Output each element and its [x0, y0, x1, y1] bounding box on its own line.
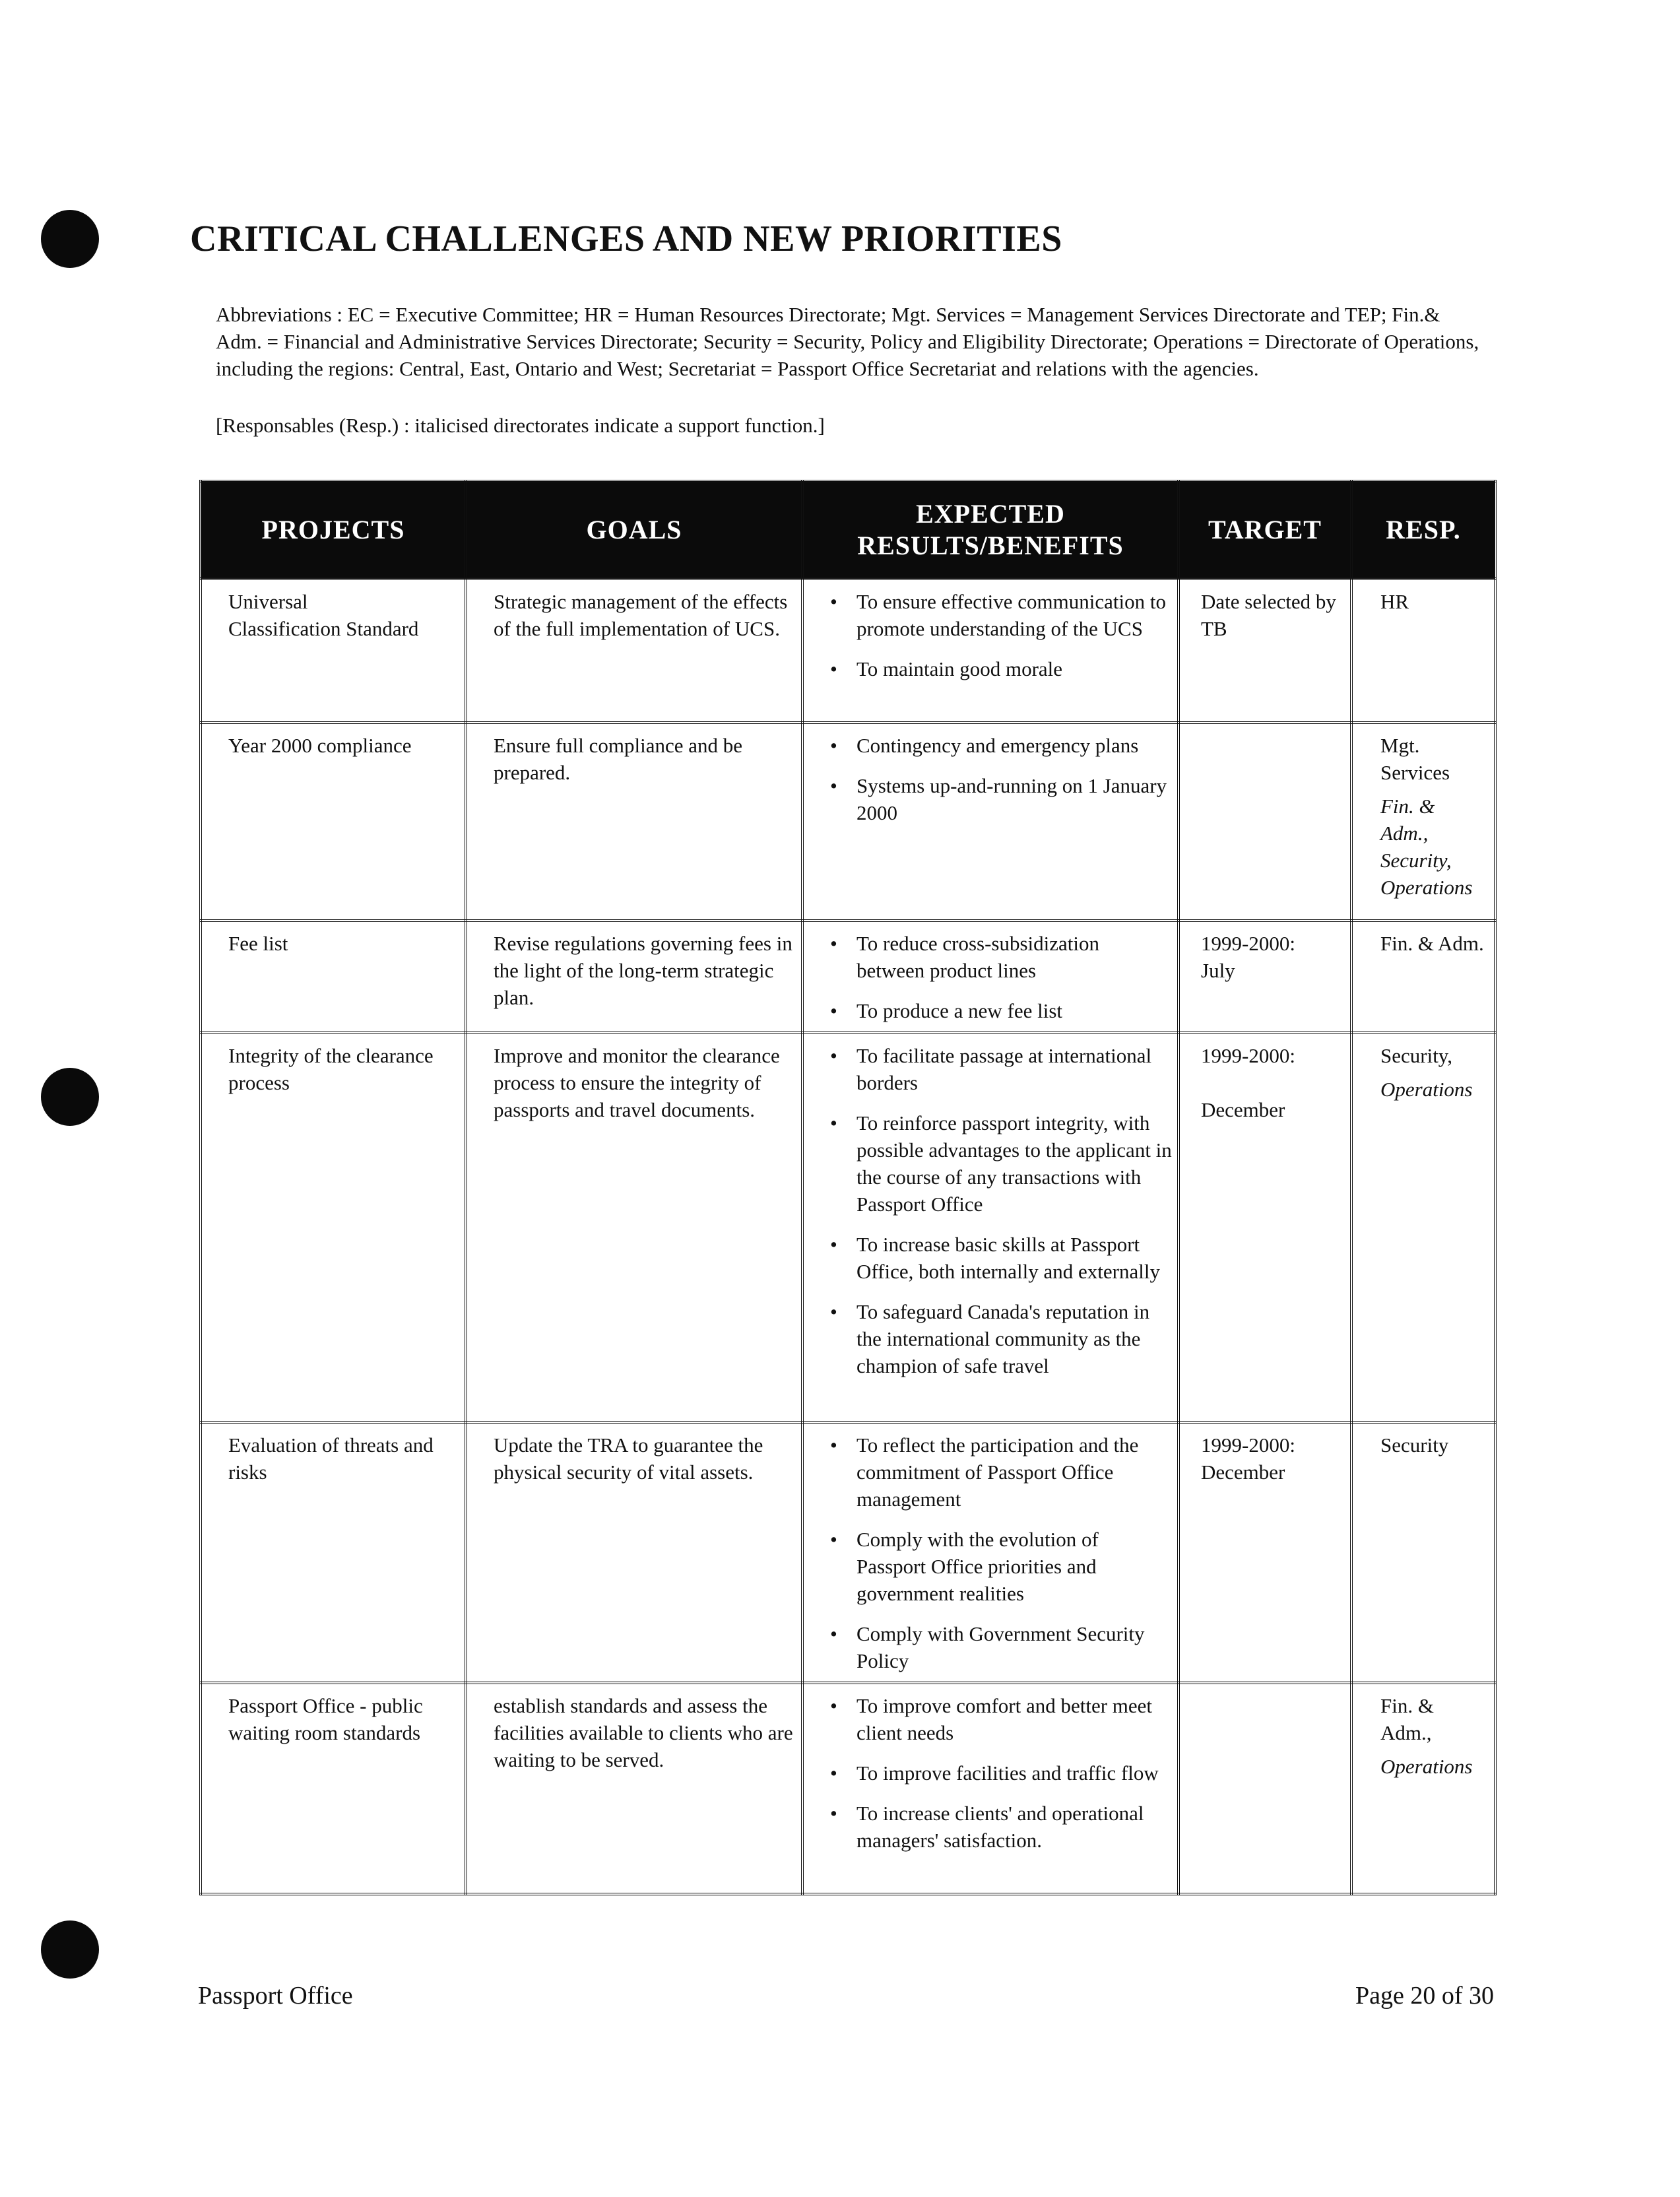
table-body	[201, 579, 1495, 1894]
project-cell	[201, 1033, 466, 1422]
results-cell	[802, 1683, 1179, 1894]
resp-support-directorate: Operations	[1380, 1755, 1473, 1778]
result-item: • To maintain good morale	[816, 655, 1172, 682]
result-item: • To increase clients' and operational managers' satisfaction.	[816, 1800, 1172, 1854]
table-row	[201, 723, 1495, 921]
result-item: • To improve facilities and traffic flow	[816, 1759, 1172, 1787]
table-row	[201, 1422, 1495, 1683]
header-goals: GOALS	[466, 481, 802, 579]
results-cell	[802, 921, 1179, 1033]
resp-support-directorate: Operations	[1380, 1078, 1473, 1101]
goal-cell	[466, 1422, 802, 1683]
project-name: Evaluation of threats and risks	[228, 1433, 434, 1484]
result-item: • To reduce cross-subsidization between product lines	[816, 930, 1172, 984]
punch-hole	[41, 1920, 99, 1979]
resp-support-directorate: Fin. & Adm., Security, Operations	[1380, 795, 1473, 899]
project-cell	[201, 579, 466, 723]
resp-lead-directorate: Fin. & Adm.	[1380, 932, 1484, 955]
goal-text: establish standards and assess the facilities available to clients who are waiting to be served.	[494, 1694, 793, 1771]
goal-text: Ensure full compliance and be prepared.	[494, 734, 743, 784]
table-row	[201, 1683, 1495, 1894]
header-projects: PROJECTS	[201, 481, 466, 579]
resp-lead-directorate: Mgt. Services	[1380, 734, 1450, 784]
target-cell	[1179, 1683, 1351, 1894]
priorities-table	[199, 480, 1497, 1895]
target-text: 1999-2000: December	[1201, 1433, 1295, 1484]
result-item: • To improve comfort and better meet client needs	[816, 1692, 1172, 1746]
results-cell	[802, 723, 1179, 921]
result-item: • To facilitate passage at international borders	[816, 1042, 1172, 1096]
results-cell	[802, 1422, 1179, 1683]
abbreviations-text: Abbreviations : EC = Executive Committee; HR = Human Resources Directorate; Mgt. Services = Management Services Directorate and TEP; Fin.& Adm. = Financial and Administrative Services Directorate; Security = Security, Policy and Eligibility Directorate; Operations = Directorate of Operations, including the regions: Central, East, Ontario and West; Secretariat = Passport Office Secretariat and relations with the agencies.	[216, 303, 1479, 380]
header-resp: RESP.	[1351, 481, 1495, 579]
resp-lead-directorate: HR	[1380, 590, 1409, 613]
target-text: 1999-2000: December	[1201, 1044, 1295, 1121]
project-name: Year 2000 compliance	[228, 734, 412, 757]
target-cell	[1179, 921, 1351, 1033]
project-name: Universal Classification Standard	[228, 590, 419, 640]
target-cell	[1179, 723, 1351, 921]
result-item: • To increase basic skills at Passport Office, both internally and externally	[816, 1231, 1172, 1285]
target-text: Date selected by TB	[1201, 590, 1336, 640]
punch-hole	[41, 210, 99, 268]
resp-cell	[1351, 579, 1495, 723]
goal-text: Strategic management of the effects of the full implementation of UCS.	[494, 590, 788, 640]
result-item: • Contingency and emergency plans	[816, 732, 1172, 759]
table-row	[201, 579, 1495, 723]
project-name: Fee list	[228, 932, 288, 955]
results-list	[816, 1042, 1172, 1379]
target-cell	[1179, 579, 1351, 723]
goal-cell	[466, 1033, 802, 1422]
footer-organization: Passport Office	[198, 1982, 353, 2010]
results-list	[816, 732, 1172, 826]
project-name: Integrity of the clearance process	[228, 1044, 434, 1094]
project-name: Passport Office - public waiting room standards	[228, 1694, 423, 1744]
result-item: • To produce a new fee list	[816, 997, 1172, 1024]
project-cell	[201, 1422, 466, 1683]
header-results: EXPECTED RESULTS/BENEFITS	[802, 481, 1179, 579]
resp-lead-directorate: Security,	[1380, 1044, 1453, 1067]
result-item: • To reflect the participation and the commitment of Passport Office management	[816, 1431, 1172, 1513]
result-item: • Systems up-and-running on 1 January 2000	[816, 772, 1172, 826]
resp-cell	[1351, 723, 1495, 921]
result-item: • Comply with Government Security Policy	[816, 1620, 1172, 1674]
goal-cell	[466, 921, 802, 1033]
resp-cell	[1351, 1033, 1495, 1422]
result-item: • To reinforce passport integrity, with possible advantages to the applicant in the course of any transactions with Passport Office	[816, 1109, 1172, 1218]
results-list	[816, 930, 1172, 1024]
target-text: 1999-2000: July	[1201, 932, 1295, 982]
table-row	[201, 1033, 1495, 1422]
goal-cell	[466, 579, 802, 723]
page-title: CRITICAL CHALLENGES AND NEW PRIORITIES	[190, 218, 1062, 259]
target-cell	[1179, 1033, 1351, 1422]
goal-text: Improve and monitor the clearance process to ensure the integrity of passports and travel documents.	[494, 1044, 780, 1121]
project-cell	[201, 723, 466, 921]
goal-cell	[466, 723, 802, 921]
project-cell	[201, 921, 466, 1033]
results-list	[816, 1431, 1172, 1674]
responsables-note: [Responsables (Resp.) : italicised directorates indicate a support function.]	[216, 414, 825, 437]
table-row	[201, 921, 1495, 1033]
result-item: • To safeguard Canada's reputation in the international community as the champion of safe travel	[816, 1298, 1172, 1379]
resp-cell	[1351, 1422, 1495, 1683]
resp-cell	[1351, 1683, 1495, 1894]
results-list	[816, 1692, 1172, 1854]
goal-text: Update the TRA to guarantee the physical security of vital assets.	[494, 1433, 763, 1484]
result-item: • To ensure effective communication to promote understanding of the UCS	[816, 588, 1172, 642]
punch-hole	[41, 1068, 99, 1126]
results-list	[816, 588, 1172, 682]
resp-lead-directorate: Fin. & Adm.,	[1380, 1694, 1434, 1744]
target-cell	[1179, 1422, 1351, 1683]
resp-cell	[1351, 921, 1495, 1033]
goal-text: Revise regulations governing fees in the light of the long-term strategic plan.	[494, 932, 792, 1009]
result-item: • Comply with the evolution of Passport Office priorities and government realities	[816, 1526, 1172, 1607]
results-cell	[802, 579, 1179, 723]
resp-lead-directorate: Security	[1380, 1433, 1449, 1457]
header-target: TARGET	[1179, 481, 1351, 579]
footer-page-number: Page 20 of 30	[1355, 1982, 1494, 2010]
goal-cell	[466, 1683, 802, 1894]
results-cell	[802, 1033, 1179, 1422]
table-header-row	[201, 481, 1495, 579]
project-cell	[201, 1683, 466, 1894]
